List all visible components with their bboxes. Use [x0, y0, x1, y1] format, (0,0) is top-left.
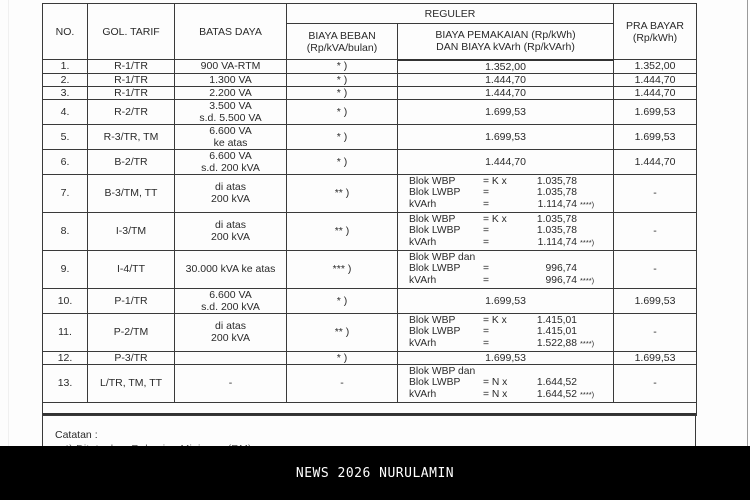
block-operator — [483, 252, 525, 263]
cell-gol-tarif — [88, 174, 175, 212]
power-limit-l1: di atas — [215, 181, 246, 193]
cell-no — [43, 99, 88, 124]
cell-batas-daya — [175, 149, 287, 174]
block-footnote: ****) — [580, 199, 595, 209]
block-operator: = K x — [483, 175, 507, 187]
block-operator: = K x — [483, 314, 507, 326]
cell-biaya-beban — [287, 124, 398, 149]
tariff-class: P-1/TR — [114, 294, 148, 307]
cell-no — [43, 60, 88, 74]
cell-biaya-pemakaian — [398, 351, 614, 364]
block-footnote — [577, 377, 613, 388]
cell-batas-daya — [175, 86, 287, 99]
cell-batas-daya — [175, 73, 287, 86]
cell-biaya-beban — [287, 351, 398, 364]
notes-title: Catatan : — [55, 429, 98, 441]
block-label: kVArh — [409, 274, 437, 286]
row-number: 5. — [60, 130, 70, 143]
cell-gol-tarif — [88, 364, 175, 402]
cell-batas-daya — [175, 364, 287, 402]
header-biaya-beban — [287, 24, 398, 60]
load-charge: ** ) — [334, 225, 350, 237]
cell-gol-tarif — [88, 124, 175, 149]
prepaid-rate: 1.699,53 — [634, 130, 676, 143]
block-footnote — [577, 366, 613, 377]
block-label: Blok WBP dan — [409, 251, 476, 263]
cell-batas-daya — [175, 99, 287, 124]
tariff-class: R-1/TR — [114, 86, 148, 99]
power-limit-l2: s.d. 5.500 VA — [199, 111, 262, 124]
power-limit-l1: di atas — [215, 320, 246, 332]
block-footnote — [577, 252, 613, 263]
cell-gol-tarif — [88, 149, 175, 174]
cell-biaya-beban — [287, 313, 398, 351]
cell-gol-tarif — [88, 351, 175, 364]
tariff-class: R-3/TR, TM — [103, 130, 159, 143]
cell-biaya-beban — [287, 212, 398, 250]
block-operator: = K x — [483, 213, 507, 225]
cell-no — [43, 212, 88, 250]
block-value: 1.114,74 — [537, 198, 577, 210]
block-label: Blok LWBP — [409, 326, 461, 338]
tariff-class: P-2/TM — [113, 326, 149, 338]
row-number: 10. — [57, 294, 73, 307]
row-number: 4. — [60, 105, 70, 118]
page-edge-line — [747, 0, 748, 446]
table-row — [43, 124, 697, 149]
block-rates — [398, 315, 613, 349]
cell-pra-bayar — [614, 73, 697, 86]
table-row — [43, 174, 697, 212]
block-value: 996,74 — [545, 274, 577, 286]
power-limit-l1: di atas — [215, 219, 246, 231]
cell-pra-bayar — [614, 60, 697, 74]
table-row — [43, 86, 697, 99]
cell-biaya-beban — [287, 86, 398, 99]
block-rates — [398, 176, 613, 210]
load-charge: ** ) — [334, 187, 350, 199]
load-charge: * ) — [336, 105, 348, 118]
block-label: kVArh — [409, 388, 437, 400]
usage-charge: 1.699,53 — [485, 130, 526, 143]
block-operator — [483, 366, 525, 377]
prepaid-rate: - — [653, 225, 657, 237]
cell-pra-bayar — [614, 351, 697, 364]
tariff-class: R-1/TR — [114, 73, 148, 86]
header-pra-bayar — [614, 4, 697, 60]
cell-no — [43, 351, 88, 364]
cell-pra-bayar — [614, 99, 697, 124]
tariff-class: B-2/TR — [114, 155, 148, 168]
prepaid-rate: 1.444,70 — [634, 155, 676, 168]
cell-biaya-pemakaian — [398, 86, 614, 99]
block-label: Blok LWBP — [409, 263, 461, 275]
power-limit-l1: 6.600 VA — [209, 149, 252, 162]
block-label: kVArh — [409, 198, 437, 210]
power-limit-l1: 1.300 VA — [209, 73, 252, 86]
cell-batas-daya — [175, 288, 287, 313]
table-row — [43, 149, 697, 174]
cell-batas-daya — [175, 313, 287, 351]
block-value: 1.415,01 — [536, 326, 577, 338]
load-charge: * ) — [336, 155, 348, 168]
cell-pra-bayar — [614, 288, 697, 313]
block-value: 1.644,52 — [536, 388, 577, 400]
block-footnote — [577, 187, 613, 198]
cell-biaya-beban — [287, 364, 398, 402]
row-number: 3. — [60, 86, 70, 99]
footer-banner — [0, 446, 750, 500]
block-label: Blok LWBP — [409, 225, 461, 237]
tariff-class: R-1/TR — [114, 60, 148, 73]
table-row — [43, 73, 697, 86]
cell-biaya-pemakaian — [398, 99, 614, 124]
cell-batas-daya — [175, 250, 287, 288]
table-row — [43, 313, 697, 351]
block-value: 1.114,74 — [537, 236, 577, 248]
prepaid-rate: 1.352,00 — [634, 60, 676, 73]
block-footnote — [577, 263, 613, 274]
tariff-class: B-3/TM, TT — [104, 187, 158, 199]
cell-biaya-beban — [287, 149, 398, 174]
cell-biaya-pemakaian — [398, 60, 614, 74]
cell-batas-daya — [175, 174, 287, 212]
cell-gol-tarif — [88, 288, 175, 313]
header-reguler: REGULER — [287, 4, 614, 24]
cell-pra-bayar — [614, 124, 697, 149]
cell-biaya-beban — [287, 99, 398, 124]
load-charge: ** ) — [334, 326, 350, 338]
cell-pra-bayar — [614, 313, 697, 351]
cell-biaya-beban — [287, 288, 398, 313]
load-charge: * ) — [336, 130, 348, 143]
power-limit-l2: s.d. 200 kVA — [201, 161, 260, 174]
cell-batas-daya — [175, 212, 287, 250]
cell-pra-bayar — [614, 86, 697, 99]
load-charge: * ) — [336, 86, 348, 99]
block-value — [525, 366, 577, 377]
cell-biaya-pemakaian — [398, 250, 614, 288]
load-charge: - — [340, 377, 344, 389]
tariff-class: I-3/TM — [115, 225, 147, 237]
row-number: 13. — [57, 377, 73, 389]
block-operator: = — [483, 326, 490, 338]
prepaid-rate: - — [653, 326, 657, 338]
row-number: 7. — [60, 187, 70, 199]
cell-biaya-beban — [287, 174, 398, 212]
block-footnote — [577, 214, 613, 225]
header-biaya-pemakaian-l2: DAN BIAYA kVArh (Rp/kVArh) — [436, 41, 575, 54]
header-batas-daya: BATAS DAYA — [175, 4, 287, 60]
row-number: 9. — [60, 263, 70, 275]
cell-biaya-beban — [287, 250, 398, 288]
header-biaya-pemakaian-l1: BIAYA PEMAKAIAN (Rp/kWh) — [435, 29, 576, 42]
cell-biaya-pemakaian — [398, 288, 614, 313]
block-operator: = N x — [483, 377, 508, 389]
block-rates — [398, 366, 613, 400]
prepaid-rate: 1.699,53 — [634, 105, 676, 118]
table-row — [43, 60, 697, 74]
tariff-table — [42, 3, 697, 416]
cell-gol-tarif — [88, 99, 175, 124]
cell-gol-tarif — [88, 250, 175, 288]
block-label: kVArh — [409, 236, 437, 248]
cell-no — [43, 288, 88, 313]
header-biaya-beban-l2: (Rp/kVA/bulan) — [306, 41, 378, 54]
cell-biaya-pemakaian — [398, 174, 614, 212]
power-limit-l2: 200 kVA — [211, 193, 250, 205]
header-no: NO. — [43, 4, 88, 60]
block-operator: = — [483, 337, 490, 349]
block-label: kVArh — [409, 337, 437, 349]
block-operator: = — [483, 274, 490, 286]
usage-charge: 1.352,00 — [485, 60, 526, 73]
row-number: 8. — [60, 225, 70, 237]
load-charge: * ) — [336, 60, 348, 73]
prepaid-rate: - — [653, 377, 657, 389]
load-charge: * ) — [336, 294, 348, 307]
block-rates — [398, 252, 613, 286]
block-label: Blok WBP — [409, 175, 456, 187]
block-footnote — [577, 315, 613, 326]
cell-batas-daya — [175, 124, 287, 149]
prepaid-rate: 1.699,53 — [634, 351, 676, 364]
cell-pra-bayar — [614, 149, 697, 174]
table-row — [43, 288, 697, 313]
power-limit-l1: 6.600 VA — [209, 124, 252, 137]
cell-no — [43, 250, 88, 288]
block-footnote — [577, 326, 613, 337]
row-number: 1. — [60, 60, 70, 73]
header-pra-bayar-l1: PRA BAYAR — [626, 19, 684, 32]
block-value: 1.415,01 — [536, 314, 577, 326]
header-biaya-beban-l1: BIAYA BEBAN — [308, 29, 376, 42]
block-label: Blok WBP — [409, 314, 456, 326]
power-limit-l1: - — [228, 377, 233, 389]
block-rates — [398, 214, 613, 248]
cell-gol-tarif — [88, 73, 175, 86]
cell-no — [43, 174, 88, 212]
cell-biaya-pemakaian — [398, 73, 614, 86]
block-operator: = — [483, 225, 490, 237]
cell-biaya-beban — [287, 73, 398, 86]
cell-no — [43, 124, 88, 149]
prepaid-rate: 1.699,53 — [634, 294, 676, 307]
block-value: 1.522,88 — [536, 337, 577, 349]
usage-charge: 1.699,53 — [485, 105, 526, 118]
block-footnote — [577, 176, 613, 187]
block-footnote: ****) — [580, 237, 595, 247]
cell-biaya-pemakaian — [398, 313, 614, 351]
usage-charge: 1.699,53 — [485, 294, 526, 307]
cell-gol-tarif — [88, 212, 175, 250]
block-label: Blok WBP — [409, 213, 456, 225]
header-gol-tarif: GOL. TARIF — [88, 4, 175, 60]
cell-pra-bayar — [614, 250, 697, 288]
block-footnote — [577, 225, 613, 236]
block-operator: = — [483, 187, 490, 199]
power-limit-l2: 200 kVA — [211, 332, 250, 344]
power-limit-l2: ke atas — [213, 136, 248, 149]
table-row — [43, 99, 697, 124]
block-label: Blok WBP dan — [409, 365, 476, 377]
block-value: 1.035,78 — [536, 225, 577, 237]
load-charge: * ) — [336, 73, 348, 86]
power-limit-l1: 900 VA-RTM — [200, 60, 261, 73]
cell-gol-tarif — [88, 313, 175, 351]
table-row — [43, 212, 697, 250]
power-limit-l1: 30.000 kVA ke atas — [185, 263, 276, 275]
cell-no — [43, 364, 88, 402]
block-value: 1.035,78 — [536, 175, 577, 187]
row-number: 2. — [60, 73, 70, 86]
prepaid-rate: - — [653, 187, 657, 199]
cell-gol-tarif — [88, 60, 175, 74]
tariff-class: L/TR, TM, TT — [99, 377, 163, 389]
block-operator: = — [483, 198, 490, 210]
load-charge: *** ) — [332, 263, 352, 275]
block-footnote: ****) — [580, 275, 595, 285]
usage-charge: 1.444,70 — [485, 73, 526, 86]
block-label: Blok LWBP — [409, 187, 461, 199]
block-footnote: ****) — [580, 389, 595, 399]
cell-batas-daya — [175, 60, 287, 74]
power-limit-l2: s.d. 200 kVA — [201, 300, 260, 313]
block-label: Blok LWBP — [409, 377, 461, 389]
row-number: 12. — [57, 351, 73, 364]
block-value: 1.644,52 — [536, 377, 577, 389]
power-limit-l1: 2.200 VA — [209, 86, 252, 99]
block-value: 1.035,78 — [536, 213, 577, 225]
block-operator: = — [483, 263, 490, 275]
usage-charge: 1.699,53 — [485, 351, 526, 364]
cell-pra-bayar — [614, 174, 697, 212]
tariff-class: R-2/TR — [114, 105, 148, 118]
tariff-class: I-4/TT — [117, 263, 145, 275]
cell-no — [43, 86, 88, 99]
load-charge: * ) — [336, 351, 348, 364]
cell-pra-bayar — [614, 364, 697, 402]
prepaid-rate: 1.444,70 — [634, 73, 676, 86]
prepaid-rate: - — [653, 263, 657, 275]
power-limit-l2: 200 kVA — [211, 231, 250, 243]
cell-batas-daya — [175, 351, 287, 364]
cell-no — [43, 313, 88, 351]
tariff-class: P-3/TR — [114, 351, 148, 364]
usage-charge: 1.444,70 — [485, 155, 526, 168]
row-number: 11. — [58, 326, 72, 338]
cell-biaya-pemakaian — [398, 149, 614, 174]
block-footnote: ****) — [580, 338, 595, 348]
block-operator: = N x — [483, 388, 508, 400]
header-pra-bayar-l2: (Rp/kWh) — [632, 31, 678, 44]
block-value: 996,74 — [545, 263, 577, 275]
block-operator: = — [483, 236, 490, 248]
row-number: 6. — [60, 155, 70, 168]
cell-biaya-pemakaian — [398, 212, 614, 250]
scan-edge — [8, 0, 9, 446]
power-limit-l1: 6.600 VA — [209, 288, 252, 301]
cell-biaya-pemakaian — [398, 364, 614, 402]
cell-pra-bayar — [614, 212, 697, 250]
cell-gol-tarif — [88, 86, 175, 99]
block-value: 1.035,78 — [536, 187, 577, 199]
footer-watermark: NEWS 2026 NURULAMIN — [295, 465, 455, 481]
table-row — [43, 364, 697, 402]
cell-no — [43, 149, 88, 174]
cell-biaya-beban — [287, 60, 398, 74]
table-row — [43, 250, 697, 288]
power-limit-l1: 3.500 VA — [209, 99, 252, 112]
block-value — [525, 252, 577, 263]
header-biaya-pemakaian — [398, 24, 614, 60]
cell-biaya-pemakaian — [398, 124, 614, 149]
usage-charge: 1.444,70 — [485, 86, 526, 99]
table-row — [43, 351, 697, 364]
cell-no — [43, 73, 88, 86]
prepaid-rate: 1.444,70 — [634, 86, 676, 99]
